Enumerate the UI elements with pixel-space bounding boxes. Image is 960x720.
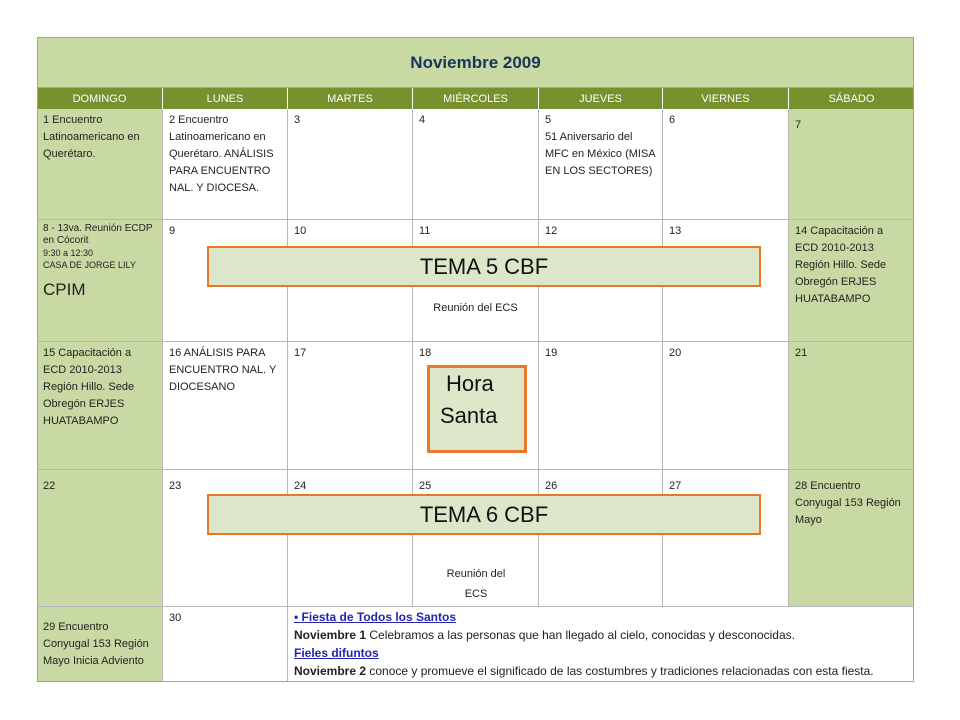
day-text: 15 Capacitación a ECD 2010-2013 Región Hillo. Sede Obregón ERJES HUATABAMPO (43, 347, 135, 427)
day-header-thursday: JUEVES (539, 88, 663, 109)
day-number: 6 (669, 114, 676, 126)
day-number: 24 (294, 480, 307, 492)
feast-date: Noviembre 1 (294, 628, 367, 642)
cpim-label: CPIM (43, 280, 86, 299)
feast-notes (288, 607, 914, 682)
day-cell-21 (789, 342, 914, 470)
day-cell-22 (37, 470, 163, 607)
day-cell-16 (163, 342, 288, 470)
ecs-meeting-note: Reunión del ECS (433, 302, 518, 314)
day-text: 51 Aniversario del MFC en México (MISA EN LOS SECTORES) (545, 131, 656, 177)
day-cell-4 (413, 109, 539, 220)
day-cell-28 (789, 470, 914, 607)
day-header-sunday: DOMINGO (37, 88, 163, 109)
day-text: 16 ANÁLISIS PARA ENCUENTRO NAL. Y DIOCESANO (169, 347, 277, 393)
day-cell-17 (288, 342, 413, 470)
day-header-wednesday: MIÉRCOLES (413, 88, 539, 109)
day-cell-2 (163, 109, 288, 220)
day-cell-23 (163, 470, 288, 607)
day-text: 28 Encuentro Conyugal 153 Región Mayo (795, 480, 901, 526)
day-number: 5 (545, 114, 552, 126)
tema-5-banner: TEMA 5 CBF (207, 246, 761, 287)
day-cell-20 (663, 342, 789, 470)
faithful-departed-link[interactable]: Fieles difuntos (294, 646, 379, 660)
hora-label: Hora (446, 371, 494, 396)
day-cell-15 (37, 342, 163, 470)
day-text: 2 Encuentro Latinoamericano en Querétaro. ANÁLISIS PARA ENCUENTRO NAL. Y DIOCESA. (169, 114, 274, 194)
day-cell-8 (37, 220, 163, 342)
day-number: 13 (669, 225, 682, 237)
day-number: 19 (545, 347, 558, 359)
santa-label: Santa (440, 403, 498, 428)
feast-text: Celebramos a las personas que han llegado al cielo, conocidas y desconocidas. (366, 628, 795, 642)
day-number: 10 (294, 225, 307, 237)
day-cell-27 (663, 470, 789, 607)
day-cell-3 (288, 109, 413, 220)
day-header-saturday: SÁBADO (789, 88, 914, 109)
ecs-meeting-note: Reunión del ECS (446, 568, 506, 600)
day-number: 12 (545, 225, 558, 237)
tema-6-banner: TEMA 6 CBF (207, 494, 761, 535)
day-header-friday: VIERNES (663, 88, 789, 109)
day-cell-1 (37, 109, 163, 220)
day-number: 18 (419, 347, 432, 359)
day-number: 26 (545, 480, 558, 492)
day-cell-24 (288, 470, 413, 607)
day-number: 27 (669, 480, 682, 492)
feast-date: Noviembre 2 (294, 664, 367, 678)
day-cell-29 (37, 607, 163, 682)
day-number: 9 (169, 225, 176, 237)
day-cell-14 (789, 220, 914, 342)
day-text: CASA DE JORGE LILY (43, 260, 136, 270)
day-number: 11 (419, 225, 431, 237)
day-number: 4 (419, 114, 426, 126)
day-cell-26 (539, 470, 663, 607)
day-number: 20 (669, 347, 682, 359)
day-cell-25 (413, 470, 539, 607)
day-header-tuesday: MARTES (288, 88, 413, 109)
day-cell-30 (163, 607, 288, 682)
day-cell-7 (789, 109, 914, 220)
day-text: 9:30 a 12:30 (43, 248, 94, 258)
day-number: 30 (169, 612, 182, 624)
hora-santa-box (427, 365, 527, 453)
day-number: 22 (43, 480, 56, 492)
day-number: 23 (169, 480, 182, 492)
day-text: 1 Encuentro Latinoamericano en Querétaro. (43, 114, 140, 160)
day-cell-6 (663, 109, 789, 220)
feast-all-saints-link[interactable]: • Fiesta de Todos los Santos (294, 610, 457, 624)
day-number: 17 (294, 347, 307, 359)
day-number: 7 (795, 119, 802, 131)
day-cell-5 (539, 109, 663, 220)
day-text: 8 - 13va. Reunión ECDP en Cócorit (43, 223, 153, 246)
day-number: 3 (294, 114, 301, 126)
day-text: 29 Encuentro Conyugal 153 Región Mayo Inicia Adviento (43, 621, 149, 667)
day-number: 21 (795, 347, 808, 359)
day-text: 14 Capacitación a ECD 2010-2013 Región Hillo. Sede Obregón ERJES HUATABAMPO (795, 225, 887, 305)
calendar (37, 37, 914, 682)
day-header-monday: LUNES (163, 88, 288, 109)
calendar-title: Noviembre 2009 (37, 37, 914, 88)
day-number: 25 (419, 480, 432, 492)
feast-text: conoce y promueve el significado de las costumbres y tradiciones relacionadas con esta fiesta. (366, 664, 874, 678)
day-cell-19 (539, 342, 663, 470)
